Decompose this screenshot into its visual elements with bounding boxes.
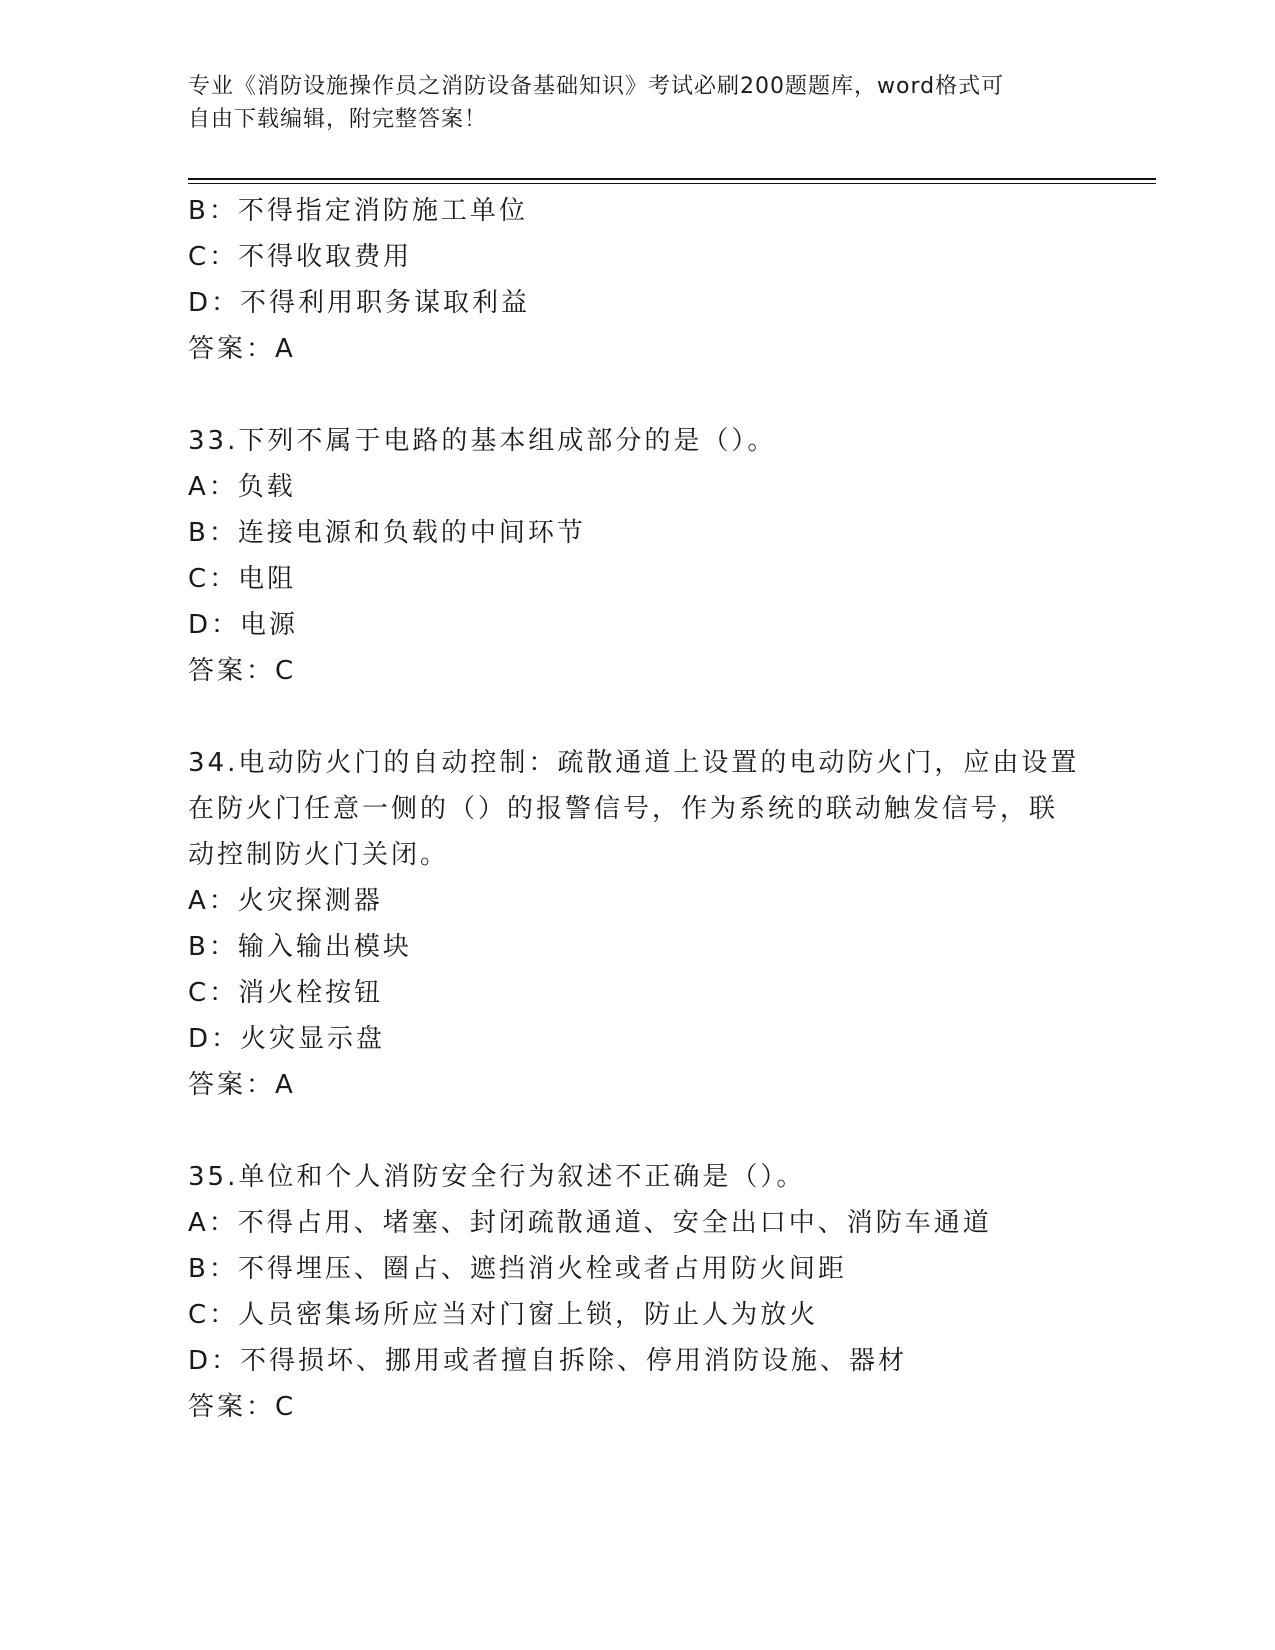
spacer xyxy=(188,372,1088,418)
header-rule-thick xyxy=(188,178,1156,180)
q35-option-b: B：不得埋压、圈占、遮挡消火栓或者占用防火间距 xyxy=(188,1254,847,1284)
q34-option-a: A：火灾探测器 xyxy=(188,886,383,916)
q34-option-c: C：消火栓按钮 xyxy=(188,978,384,1008)
q33-stem: 33.下列不属于电路的基本组成部分的是（）。 xyxy=(188,426,777,456)
q34-stem-line-3: 动控制防火门关闭。 xyxy=(188,840,450,870)
q35-option-d: D：不得损坏、挪用或者擅自拆除、停用消防设施、器材 xyxy=(188,1346,908,1376)
q34-option-b: B：输入输出模块 xyxy=(188,932,412,962)
header-rule-thin xyxy=(188,183,1156,184)
q34-stem-line-1: 34.电动防火门的自动控制：疏散通道上设置的电动防火门，应由设置 xyxy=(188,748,1080,778)
q32-option-b: B：不得指定消防施工单位 xyxy=(188,196,528,226)
q35-option-c: C：人员密集场所应当对门窗上锁，防止人为放火 xyxy=(188,1300,819,1330)
q34-answer: 答案：A xyxy=(188,1070,296,1100)
q35-option-a: A：不得占用、堵塞、封闭疏散通道、安全出口中、消防车通道 xyxy=(188,1208,992,1238)
q33-option-a: A：负载 xyxy=(188,472,296,502)
q33-option-b: B：连接电源和负载的中间环节 xyxy=(188,518,586,548)
q34-option-d: D：火灾显示盘 xyxy=(188,1024,386,1054)
question-content xyxy=(188,188,1088,1430)
spacer xyxy=(188,1108,1088,1154)
q32-option-c: C：不得收取费用 xyxy=(188,242,413,272)
q32-option-d: D：不得利用职务谋取利益 xyxy=(188,288,531,318)
q34-stem-line-2: 在防火门任意一侧的（）的报警信号，作为系统的联动触发信号，联 xyxy=(188,794,1059,824)
q32-answer: 答案：A xyxy=(188,334,296,364)
q35-stem: 35.单位和个人消防安全行为叙述不正确是（）。 xyxy=(188,1162,806,1192)
header-line-2: 自由下载编辑，附完整答案！ xyxy=(188,107,488,132)
document-header xyxy=(188,70,1088,136)
header-line-1: 专业《消防设施操作员之消防设备基础知识》考试必刷200题题库，word格式可 xyxy=(188,74,1005,99)
q35-answer: 答案：C xyxy=(188,1392,297,1422)
q33-option-d: D：电源 xyxy=(188,610,299,640)
q33-option-c: C：电阻 xyxy=(188,564,297,594)
spacer xyxy=(188,694,1088,740)
q33-answer: 答案：C xyxy=(188,656,297,686)
